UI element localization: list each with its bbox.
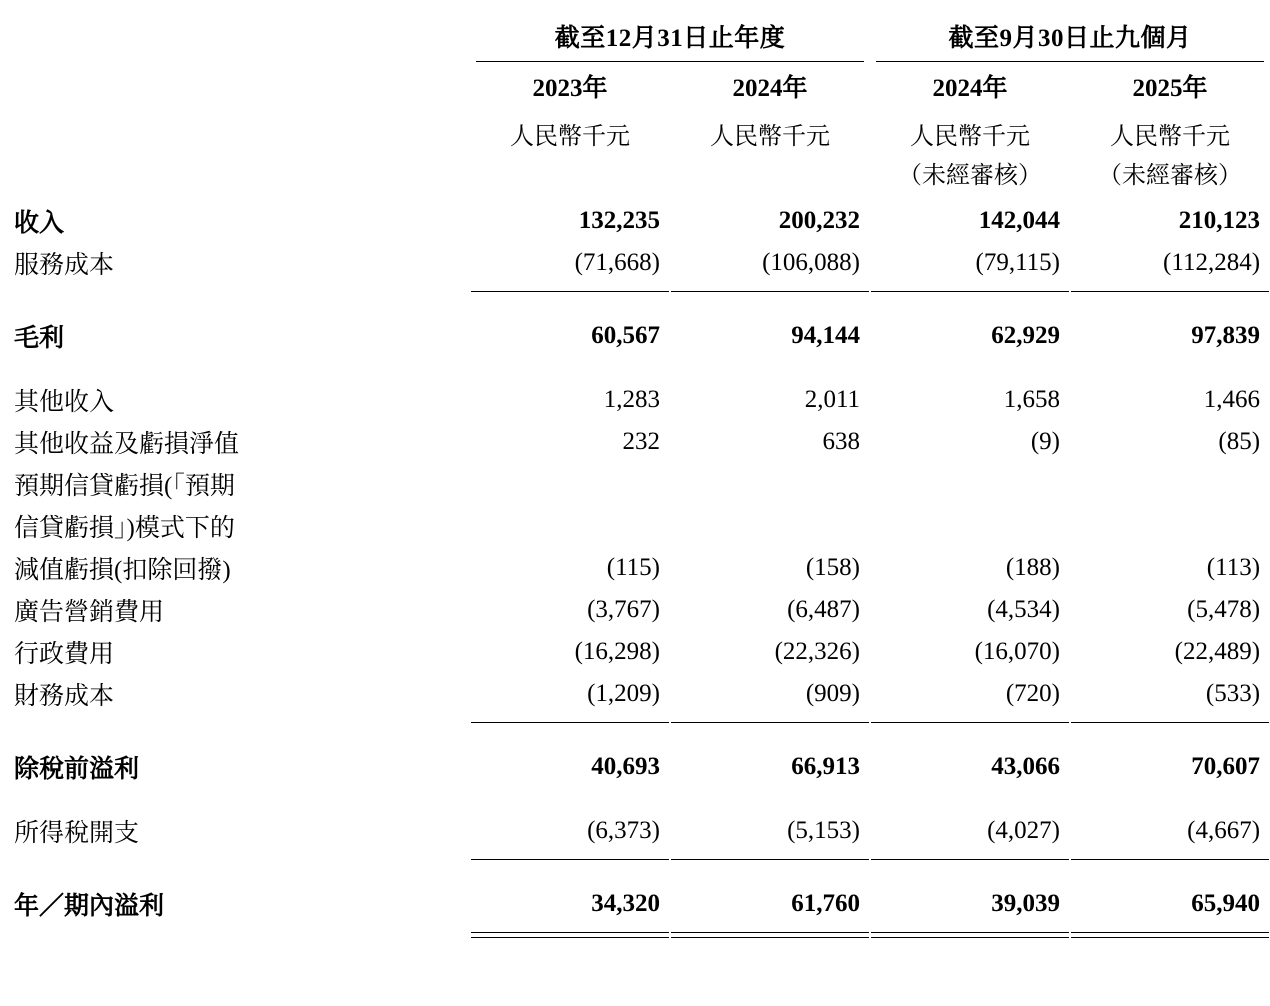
row-value: (6,487) bbox=[787, 596, 861, 623]
rule-line bbox=[671, 932, 869, 938]
header-unit-4: 人民幣千元 bbox=[1110, 124, 1231, 150]
row-value: (909) bbox=[805, 680, 861, 707]
row-rule-spacer bbox=[0, 852, 470, 861]
table-row bbox=[0, 883, 1270, 925]
rule-line bbox=[871, 291, 1069, 292]
row-value: 66,913 bbox=[791, 753, 861, 780]
row-value: 62,929 bbox=[991, 322, 1061, 349]
header-year-4: 2025年 bbox=[1132, 75, 1208, 102]
row-value: (4,667) bbox=[1187, 817, 1261, 844]
row-value bbox=[470, 463, 670, 505]
row-spacer bbox=[0, 293, 1270, 315]
row-value: (22,326) bbox=[774, 638, 861, 665]
table-row bbox=[0, 673, 1270, 715]
row-rule-single bbox=[0, 284, 1270, 293]
table-row bbox=[0, 746, 1270, 788]
header-corner-cell bbox=[0, 0, 470, 60]
row-value bbox=[870, 463, 1070, 505]
header-year-2: 2024年 bbox=[732, 75, 808, 102]
rule-line bbox=[471, 932, 669, 938]
table-row bbox=[0, 315, 1270, 357]
row-rule-cell bbox=[1070, 852, 1270, 861]
row-rule-spacer bbox=[0, 925, 470, 939]
row-value: (71,668) bbox=[574, 249, 660, 276]
row-value: 142,044 bbox=[978, 207, 1061, 234]
row-value: (3,767) bbox=[587, 596, 660, 623]
header-group-annual: 截至12月31日止年度 bbox=[554, 25, 786, 52]
row-value: 70,607 bbox=[1191, 753, 1261, 780]
row-value: 34,320 bbox=[591, 890, 660, 917]
header-unit-2: 人民幣千元 bbox=[710, 124, 830, 150]
row-value: 1,658 bbox=[1003, 386, 1061, 413]
table-header bbox=[0, 0, 1270, 200]
header-year-row bbox=[0, 62, 1270, 110]
row-rule-cell bbox=[870, 852, 1070, 861]
row-value: 232 bbox=[622, 428, 660, 455]
row-spacer-cell bbox=[0, 293, 1270, 315]
row-value bbox=[670, 505, 870, 547]
row-value: 2,011 bbox=[804, 386, 861, 413]
row-value: 1,466 bbox=[1203, 386, 1261, 413]
row-label: 毛利 bbox=[14, 325, 65, 352]
row-label: 廣告營銷費用 bbox=[14, 599, 165, 626]
row-label: 年／期內溢利 bbox=[14, 893, 165, 920]
row-value: (158) bbox=[805, 554, 861, 581]
rule-line bbox=[1071, 859, 1269, 860]
row-value: (16,070) bbox=[974, 638, 1061, 665]
table-row bbox=[0, 505, 1270, 547]
header-unit-3: 人民幣千元 bbox=[910, 124, 1031, 150]
header-audit-4: （未經審核） bbox=[1098, 163, 1243, 189]
row-value: (79,115) bbox=[975, 249, 1061, 276]
row-rule-cell bbox=[670, 925, 870, 939]
table-row bbox=[0, 631, 1270, 673]
row-label: 財務成本 bbox=[14, 683, 115, 710]
row-rule-cell bbox=[470, 284, 670, 293]
rule-line bbox=[471, 722, 669, 723]
row-value: (6,373) bbox=[587, 817, 660, 844]
row-rule-double bbox=[0, 925, 1270, 939]
row-value: 1,283 bbox=[603, 386, 660, 413]
row-rule-cell bbox=[870, 284, 1070, 293]
row-value: (85) bbox=[1218, 428, 1261, 455]
row-value: 94,144 bbox=[791, 322, 861, 349]
row-label: 行政費用 bbox=[14, 641, 115, 668]
table-row bbox=[0, 242, 1270, 284]
row-rule-cell bbox=[1070, 284, 1270, 293]
row-rule-cell bbox=[1070, 925, 1270, 939]
row-value: (115) bbox=[606, 554, 660, 581]
rule-line bbox=[471, 291, 669, 292]
header-year-spacer bbox=[0, 62, 470, 110]
rule-line bbox=[1071, 722, 1269, 723]
row-rule-cell bbox=[670, 852, 870, 861]
rule-line bbox=[871, 932, 1069, 938]
row-value: 97,839 bbox=[1191, 322, 1261, 349]
row-value: (112,284) bbox=[1163, 249, 1261, 276]
row-rule-cell bbox=[670, 715, 870, 724]
row-value bbox=[1070, 505, 1270, 547]
row-value: (113) bbox=[1206, 554, 1261, 581]
row-rule-cell bbox=[870, 925, 1070, 939]
rule-line bbox=[871, 722, 1069, 723]
row-rule-spacer bbox=[0, 715, 470, 724]
row-value: (16,298) bbox=[574, 638, 660, 665]
row-value: (106,088) bbox=[762, 249, 861, 276]
rule-line bbox=[1071, 291, 1269, 292]
row-label: 其他收入 bbox=[14, 389, 115, 416]
row-value: (22,489) bbox=[1174, 638, 1261, 665]
row-value: (5,478) bbox=[1187, 596, 1261, 623]
table-row bbox=[0, 589, 1270, 631]
row-value: 40,693 bbox=[591, 753, 660, 780]
header-year-1: 2023年 bbox=[532, 75, 608, 102]
row-value: (188) bbox=[1005, 554, 1061, 581]
table-row bbox=[0, 421, 1270, 463]
header-unit-1: 人民幣千元 bbox=[510, 124, 630, 150]
row-rule-cell bbox=[470, 715, 670, 724]
header-audit-spacer bbox=[0, 153, 470, 200]
row-value: 43,066 bbox=[991, 753, 1061, 780]
table-row bbox=[0, 200, 1270, 242]
row-rule-cell bbox=[470, 852, 670, 861]
row-value: (1,209) bbox=[587, 680, 660, 707]
table-row bbox=[0, 463, 1270, 505]
row-value: 200,232 bbox=[778, 207, 861, 234]
row-spacer bbox=[0, 357, 1270, 379]
row-label: 所得稅開支 bbox=[14, 820, 140, 847]
row-value: (720) bbox=[1005, 680, 1061, 707]
rule-line bbox=[671, 722, 869, 723]
row-label: 除稅前溢利 bbox=[14, 756, 140, 783]
row-spacer-cell bbox=[0, 788, 1270, 810]
header-group-ninemonths: 截至9月30日止九個月 bbox=[948, 25, 1192, 52]
row-value: 132,235 bbox=[578, 207, 660, 234]
header-audit-2 bbox=[670, 153, 870, 200]
row-value: 210,123 bbox=[1178, 207, 1261, 234]
row-label: 收入 bbox=[14, 210, 65, 237]
row-value bbox=[670, 463, 870, 505]
rule-line bbox=[471, 859, 669, 860]
row-rule-cell bbox=[1070, 715, 1270, 724]
row-value: (533) bbox=[1205, 680, 1261, 707]
row-value: 61,760 bbox=[791, 890, 861, 917]
row-rule-single bbox=[0, 852, 1270, 861]
table-body bbox=[0, 200, 1270, 939]
row-value: (4,534) bbox=[987, 596, 1061, 623]
table-row bbox=[0, 547, 1270, 589]
header-audit-3: （未經審核） bbox=[898, 163, 1043, 189]
table-row bbox=[0, 379, 1270, 421]
row-rule-single bbox=[0, 715, 1270, 724]
row-label: 減值虧損(扣除回撥) bbox=[14, 557, 231, 584]
row-spacer bbox=[0, 861, 1270, 883]
table-row bbox=[0, 810, 1270, 852]
row-value: 39,039 bbox=[991, 890, 1061, 917]
rule-line bbox=[671, 291, 869, 292]
row-spacer-cell bbox=[0, 724, 1270, 746]
header-unit-spacer bbox=[0, 110, 470, 153]
header-audit-row bbox=[0, 153, 1270, 200]
row-spacer bbox=[0, 724, 1270, 746]
row-value bbox=[470, 505, 670, 547]
row-value: (9) bbox=[1030, 428, 1061, 455]
row-value: (5,153) bbox=[787, 817, 861, 844]
row-value: 65,940 bbox=[1191, 890, 1261, 917]
row-label: 信貸虧損」)模式下的 bbox=[14, 515, 235, 542]
row-rule-spacer bbox=[0, 284, 470, 293]
row-rule-cell bbox=[670, 284, 870, 293]
row-label: 其他收益及虧損淨值 bbox=[14, 431, 240, 458]
row-label: 服務成本 bbox=[14, 252, 115, 279]
header-year-3: 2024年 bbox=[932, 75, 1008, 102]
header-group-row bbox=[0, 0, 1270, 60]
rule-line bbox=[671, 859, 869, 860]
row-value bbox=[870, 505, 1070, 547]
row-value: 638 bbox=[822, 428, 861, 455]
row-rule-cell bbox=[470, 925, 670, 939]
row-spacer-cell bbox=[0, 357, 1270, 379]
header-audit-1 bbox=[470, 153, 670, 200]
rule-line bbox=[1071, 932, 1269, 938]
row-spacer-cell bbox=[0, 861, 1270, 883]
row-label: 預期信貸虧損(「預期 bbox=[14, 473, 235, 500]
row-value bbox=[1070, 463, 1270, 505]
header-unit-row bbox=[0, 110, 1270, 153]
row-spacer bbox=[0, 788, 1270, 810]
row-rule-cell bbox=[870, 715, 1070, 724]
row-value: (4,027) bbox=[987, 817, 1061, 844]
rule-line bbox=[871, 859, 1069, 860]
row-value: 60,567 bbox=[591, 322, 660, 349]
